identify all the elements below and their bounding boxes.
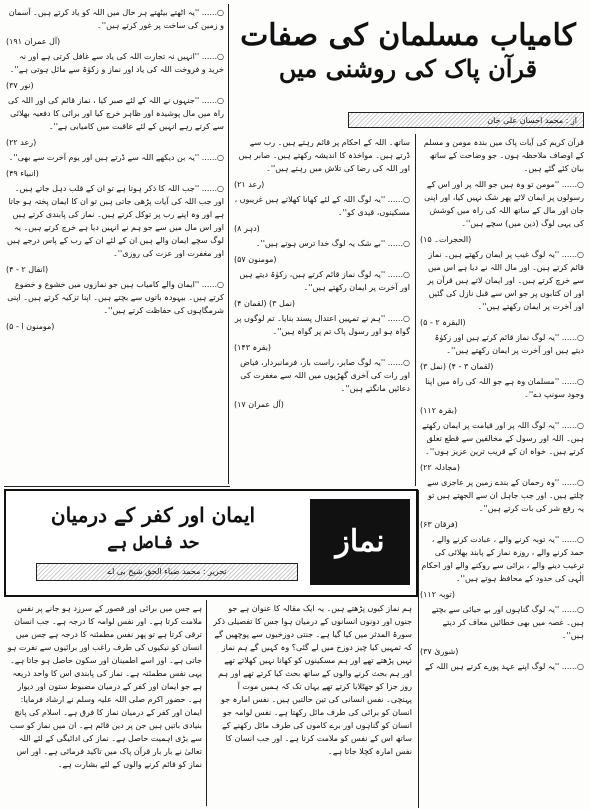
section-divider	[4, 486, 230, 487]
verse-reference: (مومنون ا - ۵)	[6, 322, 55, 331]
verse-paragraph: ○...... ''یہ لوگ اللہ پر اور قیامت پر ایمان رکھتے ہیں۔ اللہ اور رسول کے مخالفین سے قطع تعلق کرتے ہیں۔ خواہ ان کے قریب ترین عزیز ہوں''۔	[421, 421, 584, 456]
article2-column-right	[212, 602, 412, 806]
verse-paragraph: ○...... ''مومن تو وہ ہیں جو اللہ پر اور اس کے رسولوں پر ایمان لائے پھر شک نہیں کیا، اور اپنی جان اور مال کے ساتھ اللہ کی راہ میں کوشش کی یہی لوگ (دین میں) سچے ہیں''۔	[424, 180, 584, 228]
article1-column-middle	[234, 136, 410, 484]
verse-paragraph: ○...... ''بے شک یہ لوگ خدا ترس ہوتے ہیں''۔	[255, 239, 410, 248]
article1-author: از : محمد احسان علی خان	[348, 112, 584, 128]
verse-reference: (رعد ۲۲)	[6, 138, 37, 147]
verse-reference: (نمل ۳) (لقمان ۴)	[234, 299, 296, 308]
article1-subtitle: قرآن پاک کی روشنی میں	[278, 54, 538, 83]
article2-banner	[4, 489, 418, 597]
verse-paragraph: ○...... ''یہ اٹھتے بیٹھتے ہر حال میں اللہ کو یاد کرتے ہیں۔ آسمان و زمین کی ساخت پر غور کرتے ہیں''۔	[8, 8, 224, 30]
verse-paragraph: ○...... ''ہم نے تمہیں اعتدال پسند بنایا۔ تم لوگوں پر گواہ ہو اور رسول پاک تم پر گواہ ہیں''۔	[234, 314, 410, 336]
article1-column-left	[6, 6, 224, 484]
verse-paragraph: ○...... ''ایمان والے کامیاب ہیں جو نمازوں میں خشوع و خضوع کرتے ہیں۔ بیہودہ باتوں سے بچتے ہیں۔ اپنا تزکیہ کرتے ہیں۔ اپنی شرمگاہوں کی حفاظت کرتے ہیں''۔	[7, 280, 224, 315]
column-divider	[415, 134, 416, 486]
verse-reference: (انفال ۲ - ۴)	[6, 265, 49, 274]
verse-reference: (البقرہ ۲ - ۵)	[420, 318, 466, 327]
verse-paragraph: ○...... ''جب اللہ کا ذکر ہوتا ہے تو ان کے قلب دہل جاتے ہیں۔ اور جب اللہ کی آیات پڑھی جاتی ہیں تو ان کا ایمان پختہ ہو جاتا ہے اور وہ اپنے رب پر توکل کرتے ہیں۔ نماز کی پابندی کرتے ہیں اور اس مال میں سے جو ہم نے انہیں دیا ہے خرچ کرتے ہیں۔ یہ لوگ سچے ایمان والے ہیں ان کے لئے ان کے رب کے پاس درجے ہیں اور مغفرت اور عزت کی روزی''۔	[7, 184, 224, 258]
article2-paragraph: ہے جس میں برائی اور قصور کے سرزد ہو جانے پر نفس ملامت کرتا ہے۔ اور نفس لوامہ کا درجہ ہے۔ جب انسان ترقی کرتا ہے تو پھر نفس مطمئنہ کا درجہ ہے جس میں انسان کو نیکیوں کی طرف راغب اور برائیوں سے نفرت ہو جاتی ہے۔ اور اسے اطمینان اور سکون حاصل ہو جاتا ہے۔ یہی نفس مطمئنہ ہے۔ نماز کی پابندی اس کا واحد ذریعہ ہے جو ایمان اور کفر کے درمیان مضبوط ستون اور دیوار ہے۔ حضور اکرم صلی اللہ علیہ وسلم نے ارشاد فرمایا: ایمان اور کفر کے درمیان نماز کا فرق ہے۔ اسلام کی پانچ بنیادی باتیں ہیں جن پر دین قائم ہے۔ ان میں نماز کو سب سے بڑی اہمیت حاصل ہے۔ نماز کی ادائیگی کے لئے اللہ تعالیٰ نے بار بار قرآن پاک میں تاکید فرمائی ہے۔ اور اس نماز کو قائم کرنے والوں کے لئے بشارت ہے۔	[7, 604, 202, 769]
verse-paragraph: ساتھ۔ اللہ کے احکام پر قائم رہتے ہیں۔ رب سے ڈرتے ہیں۔ مواخذہ کا اندیشہ رکھتے ہیں۔ صابر ہیں اور اللہ کی رضا کی تلاش میں رہتے ہیں''۔	[238, 138, 410, 173]
verse-paragraph: ○...... ''یہ لوگ اللہ کے لئے کھانا کھلاتے ہیں غریبوں ، مسکینوں، قیدی کو''۔	[234, 195, 410, 217]
verse-paragraph: ○...... ''یہ بن دیکھے اللہ سے ڈرتے ہیں اور یوم آخرت سے بھی''۔	[8, 153, 224, 162]
article2-column-left	[6, 602, 202, 806]
verse-reference: (بقرہ ۱۱۲)	[420, 406, 458, 415]
verse-reference: (مجادلہ ۲۲)	[420, 463, 460, 472]
verse-reference: (فرقان ۶۳)	[420, 520, 458, 529]
verse-paragraph: ○...... ''انہیں نہ تجارت اللہ کی یاد سے غافل کرتی ہے اور نہ خرید و فروخت اللہ کی یاد اور نماز و زکوٰۃ سے مائل ہوتی ہے''۔	[9, 52, 224, 74]
verse-paragraph: ○...... ''یہ لوگ غیب پر ایمان رکھتے ہیں۔ نماز قائم کرتے ہیں۔ اور مال اللہ نے دیا ہے اس میں سے خرچ کرتے ہیں۔ اور ایمان لاتے ہیں قرآن پر اور ان کتابوں پر جو اس سے قبل نازل کی گئیں اور آخرت پر ایمان رکھتے ہیں''۔	[427, 250, 584, 311]
verse-reference: (نور ۳۷)	[6, 81, 34, 90]
verse-reference: (مومنون ۵۷)	[234, 255, 277, 264]
verse-paragraph: ○...... ''یہ توبہ کرنے والے ، عبادت کرنے والے ، حمد کرنے والے ، روزہ نماز کے پابند بھلائی کی ترغیب دینے والے ، برائی سے روکنے والے اور احکام الٰہی کی حدود کے محافظ ہوتے ہیں''۔	[421, 535, 584, 583]
verse-paragraph: ○...... ''یہ لوگ نماز قائم کرتے ہیں، زکوٰۃ دیتے ہیں اور آخرت پر ایمان رکھتے ہیں''۔	[239, 270, 410, 292]
article1-title: کامیاب مسلمان کی صفات	[240, 18, 576, 53]
verse-reference: (رعد ۲۱)	[234, 180, 265, 189]
column-divider	[418, 490, 419, 808]
article1-column-right	[420, 136, 584, 804]
verse-reference: (آل عمران ۱۷)	[234, 400, 284, 409]
column-divider	[206, 600, 207, 806]
verse-reference: (آل عمران ۱۹۱)	[6, 37, 61, 46]
verse-paragraph: قرآن کریم کی آیات پاک میں بندہ مومن و مسلم کے اوصاف ملاحظہ ہوں۔ جو وضاحت کے ساتھ بیان کئے گئے ہیں۔	[423, 138, 584, 173]
verse-reference: (دہر ۸)	[234, 224, 260, 233]
verse-paragraph: ○...... ''وہ رحمان کے بندے زمین پر عاجزی سے چلتے ہیں۔ اور جب جاہل ان سے الجھتے ہیں تو یہ رفع شر کی بات کرتے ہیں''۔	[427, 478, 584, 513]
verse-reference: (انبیاء ۴۹)	[6, 169, 39, 178]
verse-reference: (الحجرات۔ ۱۵)	[420, 235, 472, 244]
namaz-logo: نماز	[310, 499, 410, 585]
article2-paragraph: ہم نماز کیوں پڑھتے ہیں۔ یہ ایک مقالہ کا عنوان ہے جو جنوں اور دونوں انسانوں کے درمیان ہوا جس کا تفصیلی ذکر سورۃ المدثر میں کیا گیا ہے۔ جنتی دوزخیوں سے پوچھیں گے کہ تمہیں کیا چیز دوزخ میں لے گئی؟ وہ کہیں گے ہم نماز نہیں پڑھتے تھے اور ہم مسکینوں کو کھانا نہیں کھلاتے تھے اور ہم بحث کرنے والوں کے ساتھ بحث کیا کرتے تھے اور ہم روز جزا کو جھٹلایا کرتے تھے یہاں تک کہ ہمیں موت آ پہنچی۔ نفس انسانی کی تین حالتیں ہیں۔ نفس امارہ جو انسان کو برائی کی طرف مائل رکھتا ہے۔ نفس لوامہ جو انسان کو گناہوں اور برے کاموں کی طرف مائل رکھنے کے ساتھ اس کے نفس کو ملامت کرتا ہے۔ اور جب انسان کا نفس امارہ کچلا جاتا ہے۔	[213, 604, 412, 756]
column-divider	[228, 4, 229, 484]
verse-paragraph: ○...... ''یہ لوگ صابر، راست باز، فرمانبردار، فیاض اور رات کی آخری گھڑیوں میں اللہ سے مغفرت کی دعائیں مانگتے ہیں''۔	[240, 358, 410, 393]
verse-reference: (توبہ ۱۱۲)	[420, 590, 455, 599]
article2-author: تحریر : محمد ضیاء الحق شیخ بی اے	[36, 563, 298, 581]
verse-reference: (بقرہ ۱۴۳)	[234, 343, 272, 352]
verse-paragraph: ○...... ''جنہوں نے اللہ کے لئے صبر کیا ، نماز قائم کی اور اللہ کی راہ میں مال پوشیدہ اور ظاہر خرچ کیا اور برائی کا دفعیہ بھلائی سے کرتے رہے انہیں کے لئے عاقبت میں کامیابی ہے''۔	[8, 96, 224, 131]
verse-reference: (لقمان ۳ - ۴) (نمل ۳)	[420, 362, 494, 371]
verse-reference: (شوریٰ ۳۷)	[420, 647, 459, 656]
article2-subtitle: حد فاصل ہے	[107, 533, 199, 553]
verse-paragraph: ○...... ''مسلمان وہ ہے جو اللہ کی راہ میں اپنا وجود سونپ دے''۔	[425, 377, 584, 399]
verse-paragraph: ○...... ''یہ لوگ نماز قائم کرتے ہیں اور زکوٰۃ دیتے ہیں اور آخرت پر ایمان رکھتے ہیں''۔	[434, 333, 584, 355]
verse-paragraph: ○...... ''یہ لوگ اپنے عہد پورے کرتے ہیں اللہ کے	[424, 662, 584, 671]
verse-paragraph: ○...... ''یہ لوگ گناہوں اور بے حیائی سے بچتے ہیں۔ غصہ میں بھی خطائیں معاف کر دیتے ہیں''۔	[431, 605, 584, 640]
article2-title: ایمان اور کفر کے درمیان	[50, 503, 256, 527]
